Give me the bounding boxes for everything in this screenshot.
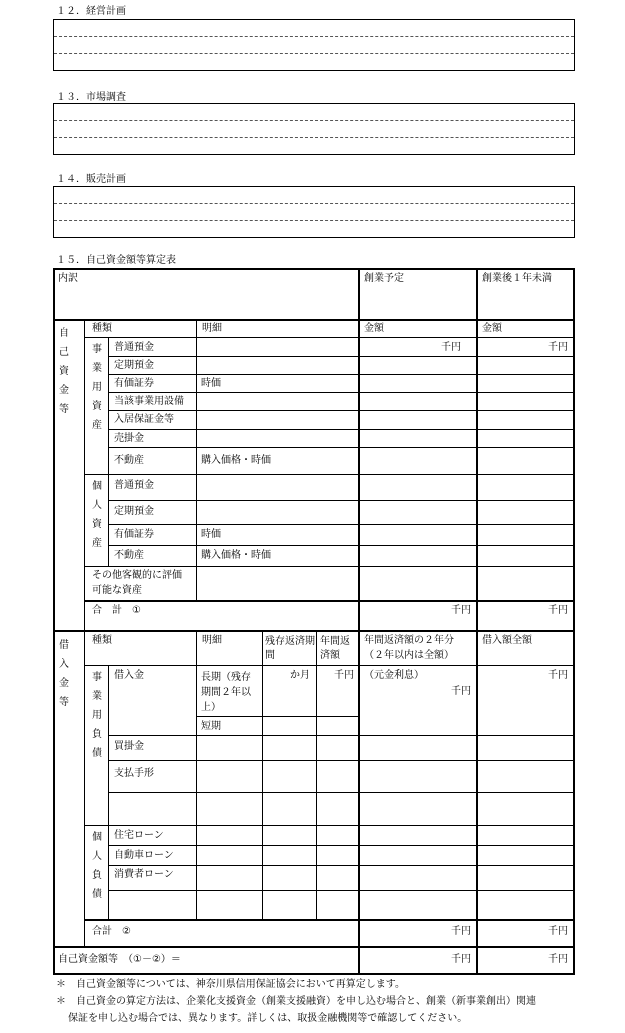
own-biz-item: 売掛金 xyxy=(114,433,144,444)
net-unit-1: 千円 xyxy=(451,954,471,965)
own-col-detail: 明細 xyxy=(202,323,222,334)
own-personal-detail-fudosan: 購入価格・時価 xyxy=(201,550,271,561)
note-3: 保証を申し込む場合では、異なります。詳しくは、取扱金融機関等で確認してください。 xyxy=(68,1013,468,1024)
own-total-label: 合 計 ① xyxy=(92,605,141,616)
debt-group-label: 借入金等 xyxy=(59,640,69,708)
debt-biz-group: 事業用負債 xyxy=(92,672,102,759)
net-label: 自己資金額等 （①－②）＝ xyxy=(58,954,181,965)
debt-col-remaining: 残存返済期間 xyxy=(265,636,315,661)
own-personal-item: 有価証券 xyxy=(114,529,154,540)
net-unit-2: 千円 xyxy=(548,954,568,965)
own-biz-item: 定期預金 xyxy=(114,360,154,371)
own-personal-item: 不動産 xyxy=(114,550,144,561)
own-biz-item: 有価証券 xyxy=(114,378,154,389)
own-biz-detail-fudosan: 購入価格・時価 xyxy=(201,455,271,466)
debt-col-detail: 明細 xyxy=(202,635,222,646)
own-personal-item: 普通預金 xyxy=(114,480,154,491)
note-1: ＊ 自己資金額等については、神奈川県信用保証協会において再算定します。 xyxy=(56,979,405,990)
debt-total-unit-2: 千円 xyxy=(548,926,568,937)
debt-loan: 借入金 xyxy=(114,670,144,681)
own-personal-detail-yuka: 時価 xyxy=(201,529,221,540)
debt-total-unit-1: 千円 xyxy=(451,926,471,937)
debt-long-term: 長期（残存期間２年以上） xyxy=(201,672,251,713)
own-biz-group: 事業用資産 xyxy=(92,344,102,431)
own-col-amount-1: 金額 xyxy=(364,323,384,334)
own-other-2: 可能な資産 xyxy=(92,585,142,596)
debt-personal-item: 自動車ローン xyxy=(114,850,174,861)
debt-col-annual: 年間返済額 xyxy=(320,636,350,661)
debt-twoyear-unit: 千円 xyxy=(451,686,471,697)
debt-col-kind: 種類 xyxy=(92,635,112,646)
own-biz-item: 不動産 xyxy=(114,455,144,466)
plan-field-14[interactable] xyxy=(53,186,575,238)
debt-months: か月 xyxy=(290,670,310,681)
own-group-label: 自己資金等 xyxy=(59,328,69,415)
section-title-13: １３．市場調査 xyxy=(56,92,126,103)
own-unit-1: 千円 xyxy=(441,342,461,353)
own-biz-detail-yuka: 時価 xyxy=(201,378,221,389)
own-col-kind: 種類 xyxy=(92,323,112,334)
plan-field-12[interactable] xyxy=(53,19,575,71)
debt-col-twoyear-2: （２年以内は全額） xyxy=(364,650,454,661)
debt-kaikake: 買掛金 xyxy=(114,741,144,752)
own-personal-group: 個人資産 xyxy=(92,481,102,549)
debt-col-twoyear-1: 年間返済額の２年分 xyxy=(364,635,454,646)
debt-full-unit: 千円 xyxy=(548,670,568,681)
own-total-unit-1: 千円 xyxy=(451,605,471,616)
own-biz-item: 当該事業用設備 xyxy=(114,396,184,407)
section-title-15: １５．自己資金額等算定表 xyxy=(56,255,176,266)
debt-short-term: 短期 xyxy=(201,721,221,732)
debt-shiharai: 支払手形 xyxy=(114,768,154,779)
debt-col-full: 借入額全額 xyxy=(482,635,532,646)
header-sogyo-ato: 創業後１年未満 xyxy=(482,273,552,284)
own-total-unit-2: 千円 xyxy=(548,605,568,616)
debt-total-label: 合計 ② xyxy=(92,926,131,937)
note-2: ＊ 自己資金の算定方法は、企業化支援資金（創業支援融資）を申し込む場合と、創業（新事業創出）関連 xyxy=(56,996,536,1007)
own-col-amount-2: 金額 xyxy=(482,323,502,334)
own-biz-item: 入居保証金等 xyxy=(114,414,174,425)
plan-field-13[interactable] xyxy=(53,103,575,155)
header-uchiwake: 内訳 xyxy=(58,273,78,284)
header-sogyo-yotei: 創業予定 xyxy=(364,273,404,284)
own-unit-2: 千円 xyxy=(548,342,568,353)
section-title-12: １２．経営計画 xyxy=(56,6,126,17)
debt-personal-group: 個人負債 xyxy=(92,832,102,900)
debt-personal-item: 消費者ローン xyxy=(114,869,174,880)
section-title-14: １４．販売計画 xyxy=(56,174,126,185)
debt-personal-item: 住宅ローン xyxy=(114,830,164,841)
own-other-1: その他客観的に評価 xyxy=(92,570,182,581)
own-personal-item: 定期預金 xyxy=(114,506,154,517)
debt-annual-unit: 千円 xyxy=(334,670,354,681)
own-biz-item: 普通預金 xyxy=(114,342,154,353)
debt-principal-interest: （元金利息） xyxy=(364,670,424,681)
